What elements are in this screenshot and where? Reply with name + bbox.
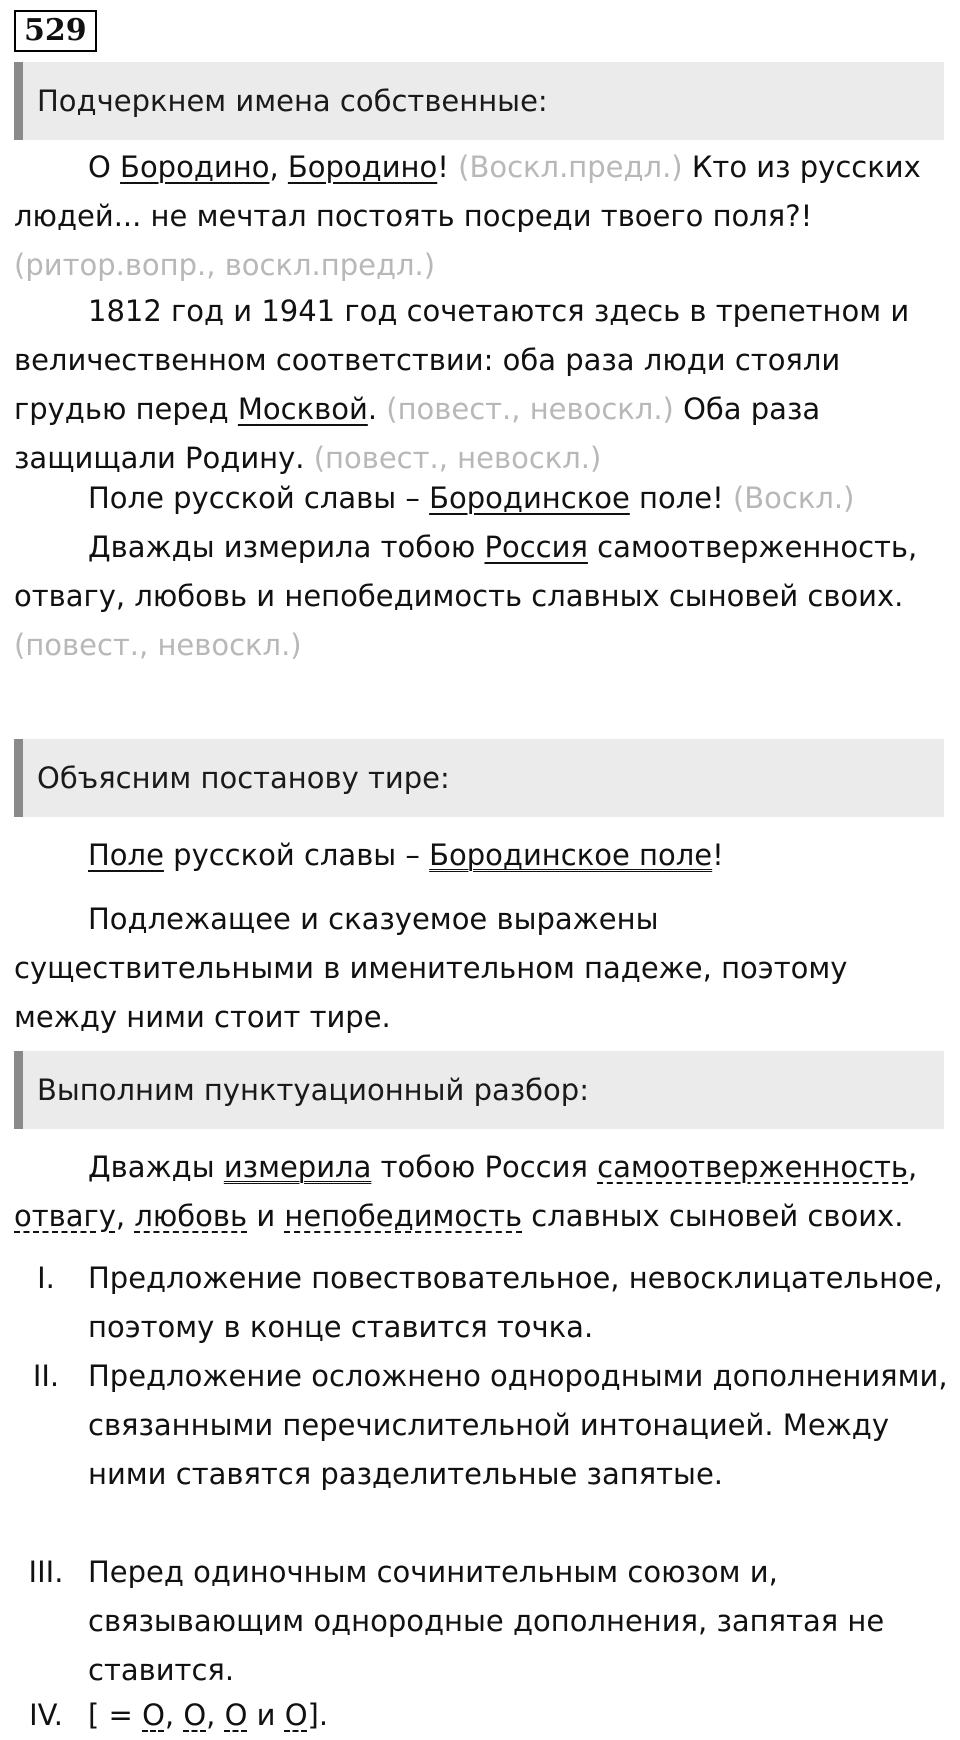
- sentence-scheme: [88, 1691, 949, 1740]
- text: тобою Россия: [371, 1150, 598, 1184]
- list-marker: IV.: [29, 1698, 63, 1732]
- text: славных сыновей своих.: [522, 1199, 904, 1233]
- list-item: [14, 1548, 949, 1695]
- text: и: [247, 1199, 285, 1233]
- dash-explanation: Подлежащее и сказуемое выражены существительными в именительном падеже, поэтому между ними стоит тире.: [14, 902, 848, 1034]
- sentence-type-note: (повест., невоскл.): [14, 628, 302, 662]
- object-underlined: любовь: [134, 1199, 248, 1233]
- text: !: [712, 838, 724, 872]
- predicate-underlined: измерила: [223, 1150, 372, 1184]
- sentence-type-note: (повест., невоскл.): [304, 441, 602, 475]
- list-item: [14, 1352, 949, 1499]
- predicate-underlined: Бородинское поле: [429, 838, 713, 872]
- text: поле!: [629, 481, 724, 515]
- text: ].: [307, 1698, 329, 1732]
- text: Оба раза защищали Родину.: [14, 392, 821, 475]
- list-item: [14, 1254, 949, 1352]
- list-item-text: Перед одиночным сочинительным союзом и, связывающим однородные дополнения, запятая не ставится.: [88, 1555, 885, 1687]
- text: ,: [908, 1150, 918, 1184]
- proper-name: Бородино: [287, 150, 438, 184]
- list-item-text: Предложение осложнено однородными дополнениями, связанными перечислительной интонацией. Между ними ставятся разделительные запятые.: [88, 1359, 948, 1491]
- text: Дважды измерила тобою: [88, 530, 485, 564]
- proper-name: Бородинское: [429, 481, 630, 515]
- proper-name: Бородино: [120, 150, 270, 184]
- scheme-item: [14, 1691, 949, 1740]
- object-underlined: непобедимость: [284, 1199, 523, 1233]
- text: О: [88, 150, 121, 184]
- paragraph-1: [14, 143, 949, 290]
- paragraph-2: [14, 287, 949, 483]
- object-underlined: отвагу: [14, 1199, 116, 1233]
- text: Кто из русских людей... не мечтал постоять посреди твоего поля?!: [14, 150, 921, 233]
- list-item-text: Предложение повествовательное, невосклицательное, поэтому в конце ставится точка.: [88, 1261, 943, 1344]
- dash-example: [14, 831, 949, 880]
- text: Дважды: [88, 1150, 224, 1184]
- text: !: [437, 150, 449, 184]
- section-header-dash: Объясним постанову тире:: [14, 739, 944, 817]
- text: ,: [115, 1199, 135, 1233]
- paragraph-4: [14, 523, 949, 670]
- proper-name: Россия: [484, 530, 588, 564]
- analysis-sentence: [14, 1143, 949, 1241]
- paragraph-3: [14, 474, 949, 523]
- proper-name: Москвой: [237, 392, 368, 426]
- text: ,: [164, 1698, 184, 1732]
- scheme-object: О: [142, 1698, 165, 1732]
- text: .: [367, 392, 378, 426]
- text: ,: [206, 1698, 225, 1732]
- sentence-type-note: (Воскл.предл.): [448, 150, 683, 184]
- sentence-type-note: (ритор.вопр., воскл.предл.): [14, 248, 436, 282]
- text: самоотверженность, отвагу, любовь и непобедимость славных сыновей своих.: [14, 530, 918, 613]
- list-marker: III.: [28, 1555, 64, 1589]
- text: ,: [269, 150, 288, 184]
- section-header-proper-names: Подчеркнем имена собственные:: [14, 62, 944, 140]
- text: Поле русской славы –: [88, 481, 430, 515]
- scheme-object: О: [224, 1698, 248, 1732]
- text: 1812 год и 1941 год сочетаются здесь в трепетном и величественном соответствии: оба раза люди стояли грудью перед: [14, 294, 910, 426]
- text: русской славы –: [163, 838, 430, 872]
- section-header-punctuation: Выполним пунктуационный разбор:: [14, 1051, 944, 1129]
- scheme-object: О: [183, 1698, 207, 1732]
- sentence-type-note: (Воскл.): [723, 481, 855, 515]
- subject-underlined: Поле: [88, 838, 164, 872]
- list-marker: II.: [32, 1359, 60, 1393]
- text: [ =: [88, 1698, 143, 1732]
- task-number: 529: [14, 10, 97, 52]
- text: и: [247, 1698, 285, 1732]
- sentence-type-note: (повест., невоскл.): [377, 392, 674, 426]
- list-marker: I.: [37, 1261, 55, 1295]
- object-underlined: самоотверженность: [597, 1150, 908, 1184]
- scheme-object: О: [284, 1698, 308, 1732]
